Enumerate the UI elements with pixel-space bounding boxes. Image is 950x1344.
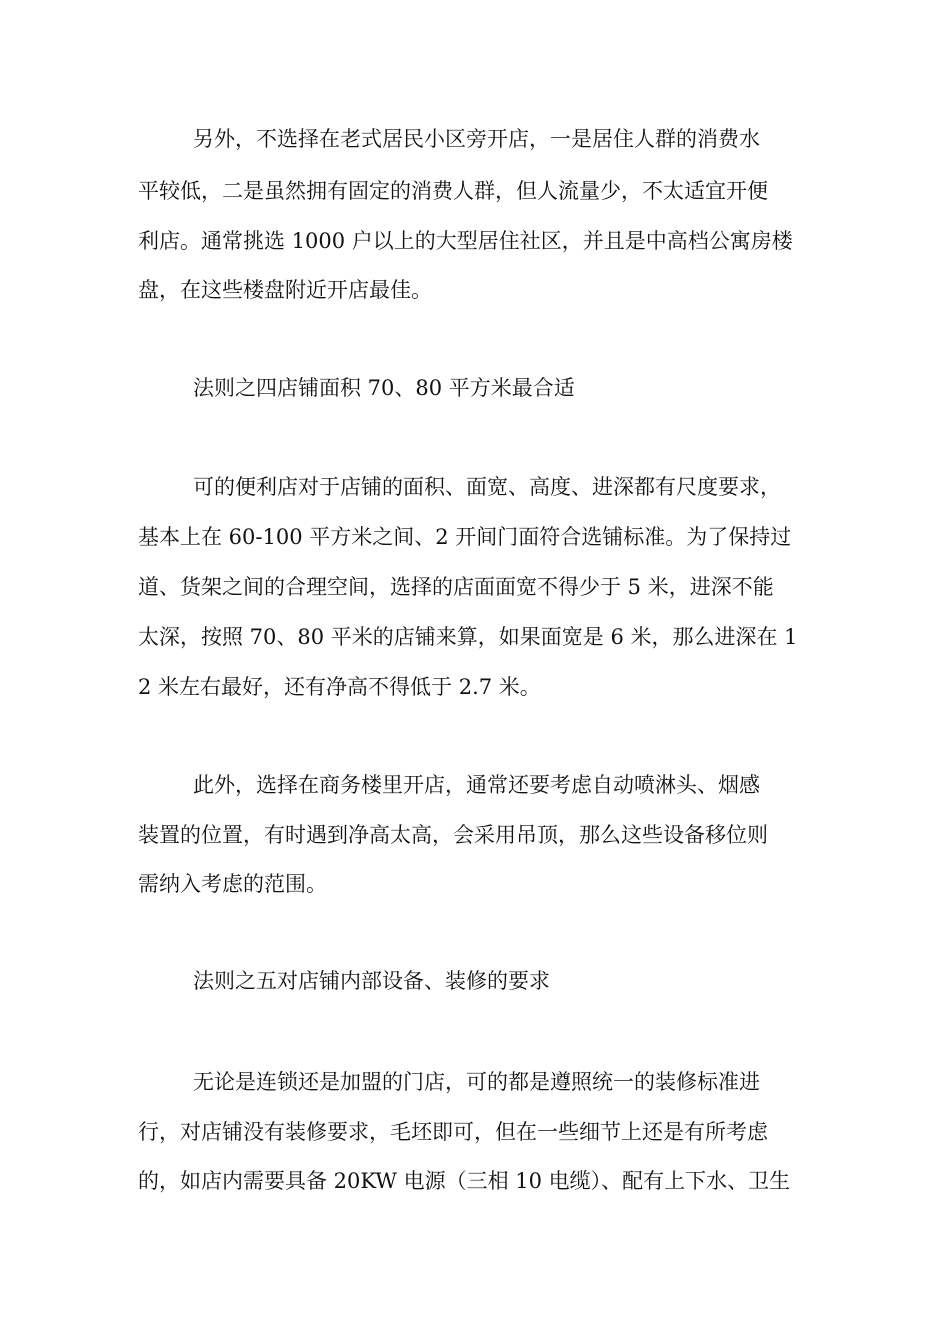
text-line: 太深，按照 70、80 平米的店铺来算，如果面宽是 6 米，那么进深在 1 xyxy=(138,625,798,649)
text-line: 可的便利店对于店铺的面积、面宽、高度、进深都有尺度要求， xyxy=(193,475,781,499)
text-line: 另外，不选择在老式居民小区旁开店，一是居住人群的消费水 xyxy=(193,127,760,151)
section-heading-rule-5: 法则之五对店铺内部设备、装修的要求 xyxy=(193,969,550,993)
text-line: 道、货架之间的合理空间，选择的店面面宽不得少于 5 米，进深不能 xyxy=(138,575,774,599)
text-line: 装置的位置，有时遇到净高太高，会采用吊顶，那么这些设备移位则 xyxy=(138,823,768,847)
section-heading-rule-4: 法则之四店铺面积 70、80 平方米最合适 xyxy=(193,376,575,400)
text-line: 行，对店铺没有装修要求，毛坯即可，但在一些细节上还是有所考虑 xyxy=(138,1120,768,1144)
text-line: 平较低，二是虽然拥有固定的消费人群，但人流量少，不太适宜开便 xyxy=(138,179,768,203)
text-line: 无论是连锁还是加盟的门店，可的都是遵照统一的装修标准进 xyxy=(193,1070,760,1094)
text-line: 利店。通常挑选 1000 户以上的大型居住社区，并且是中高档公寓房楼 xyxy=(138,229,793,253)
text-line: 需纳入考虑的范围。 xyxy=(138,872,327,896)
text-line: 的，如店内需要具备 20KW 电源（三相 10 电缆）、配有上下水、卫生 xyxy=(138,1169,791,1193)
text-line: 盘，在这些楼盘附近开店最佳。 xyxy=(138,278,432,302)
text-line: 2 米左右最好，还有净高不得低于 2.7 米。 xyxy=(138,675,541,699)
text-line: 此外，选择在商务楼里开店，通常还要考虑自动喷淋头、烟感 xyxy=(193,773,760,797)
text-line: 基本上在 60-100 平方米之间、2 开间门面符合选铺标准。为了保持过 xyxy=(138,525,792,549)
